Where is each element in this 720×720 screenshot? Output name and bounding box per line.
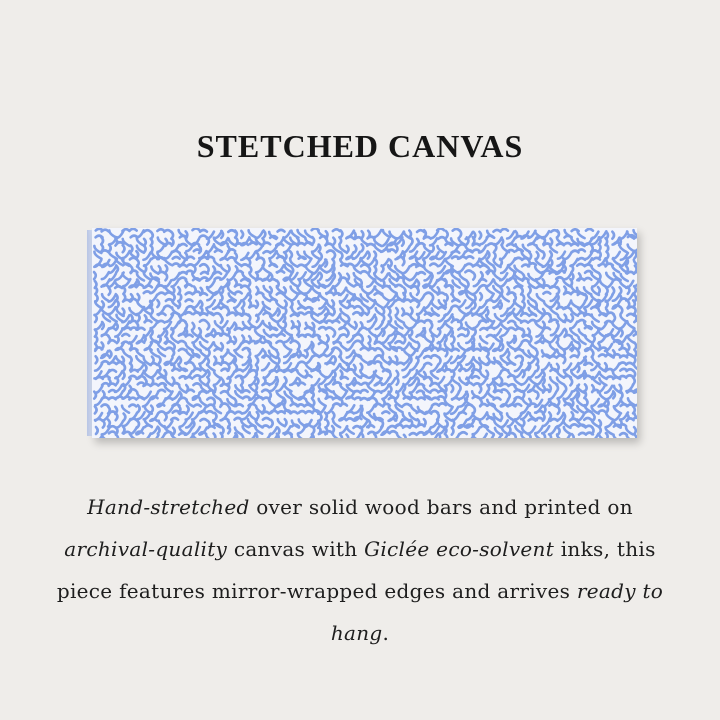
description-text-1: over solid wood bars and printed on [249, 495, 633, 519]
canvas-print [92, 228, 637, 438]
description-text-4: . [382, 621, 390, 645]
product-description [40, 486, 680, 654]
description-emphasis-giclee: Giclée eco-solvent [364, 537, 555, 561]
description-text-2: canvas with [227, 537, 365, 561]
maze-pattern-illustration [92, 228, 637, 438]
description-emphasis-archival: archival-quality [64, 537, 228, 561]
page-title: STETCHED CANVAS [196, 128, 524, 164]
description-text-3: inks, this piece features mirror-wrapped edges and arrives [56, 537, 656, 603]
canvas-artwork [87, 228, 637, 438]
description-emphasis-ready: ready to hang [330, 579, 664, 645]
description-emphasis-hand-stretched: Hand-stretched [87, 495, 250, 519]
